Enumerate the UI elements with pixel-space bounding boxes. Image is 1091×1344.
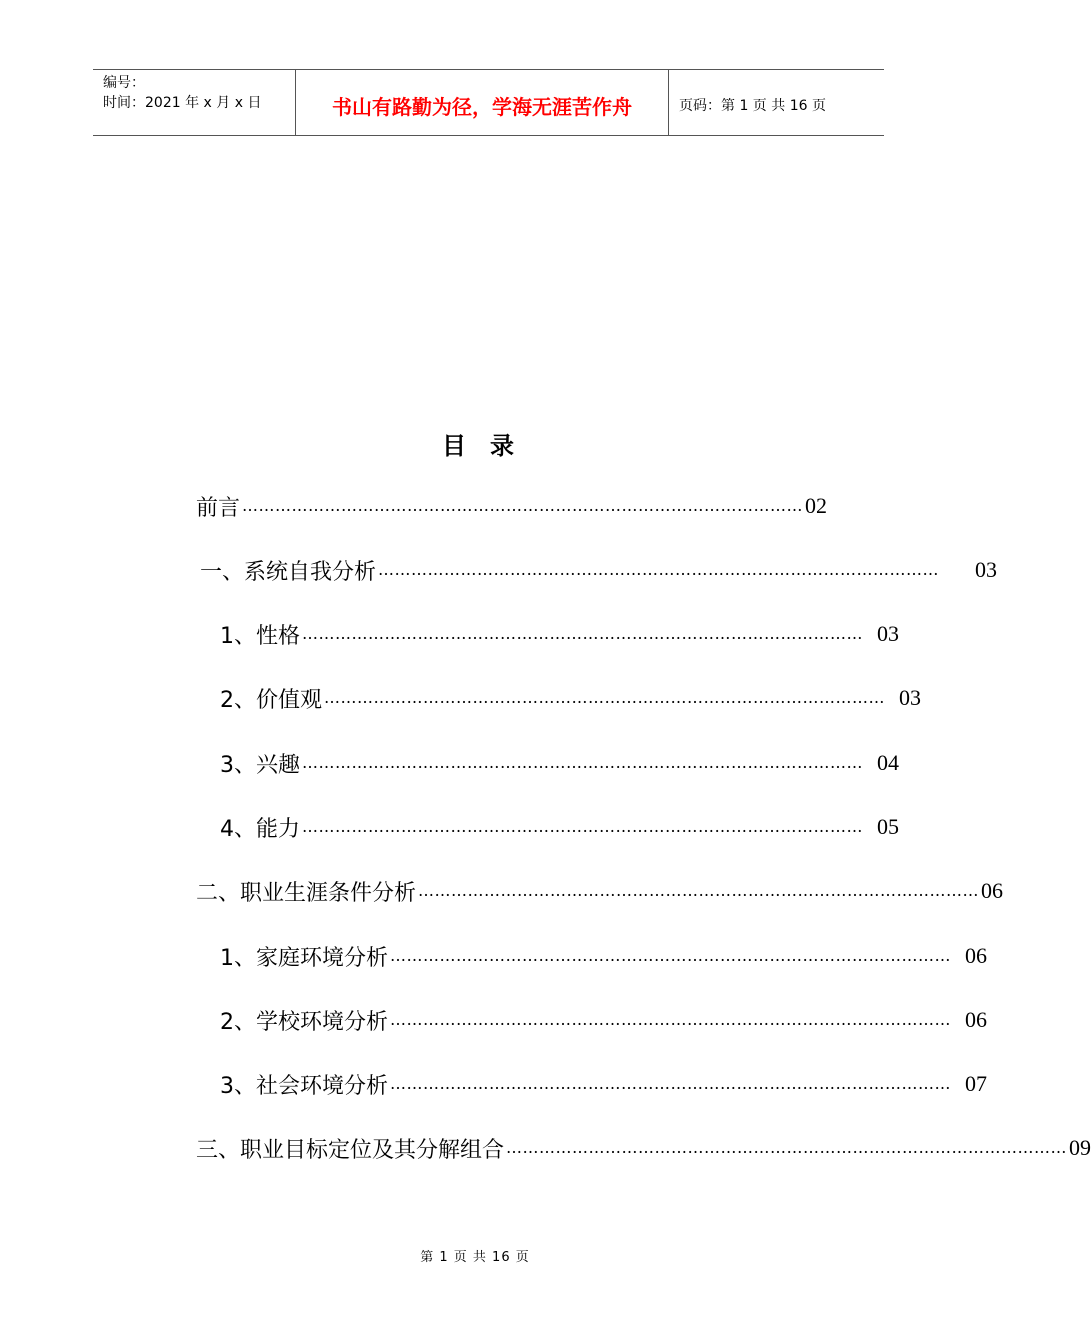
toc-leader-dots: …………………………………………………………………………………………: [390, 946, 951, 965]
toc-entry[interactable]: [196, 1133, 1091, 1163]
toc-entry[interactable]: [220, 619, 899, 649]
toc-leader-dots: …………………………………………………………………………………………: [302, 817, 863, 836]
number-label: 编号：: [103, 75, 145, 91]
header-page-cell: [669, 70, 884, 135]
toc-entry-page: 04: [877, 750, 899, 775]
toc-entry[interactable]: [220, 683, 921, 713]
toc-leader-dots: …………………………………………………………………………………………: [302, 753, 863, 772]
toc-entry-page: 06: [965, 943, 987, 968]
toc-entry-label: 3、社会环境分析: [220, 1073, 388, 1099]
document-header: [93, 69, 884, 136]
toc-entry[interactable]: [196, 876, 1004, 906]
toc-entry[interactable]: [220, 941, 987, 971]
toc-title: 目录: [442, 432, 538, 460]
toc-leader-dots: …………………………………………………………………………………………: [324, 688, 885, 707]
toc-entry-label: 三、职业目标定位及其分解组合: [196, 1137, 505, 1163]
toc-entry-label: 3、兴趣: [220, 752, 300, 778]
toc-entry-page: 02: [805, 493, 828, 518]
toc-leader-dots: …………………………………………………………………………………………: [242, 496, 804, 515]
toc-leader-dots: …………………………………………………………………………………………: [390, 1074, 951, 1093]
toc-entry-label: 1、性格: [220, 623, 300, 649]
toc-entry[interactable]: [196, 491, 828, 521]
toc-leader-dots: …………………………………………………………………………………………: [378, 560, 940, 579]
toc-entry[interactable]: [220, 1005, 987, 1035]
toc-entry[interactable]: [200, 555, 998, 585]
toc-leader-dots: …………………………………………………………………………………………: [302, 624, 863, 643]
page-footer: 第 1 页 共 16 页: [420, 1250, 530, 1265]
toc-entry-page: 06: [965, 1007, 987, 1032]
toc-entry-page: 09: [1069, 1135, 1091, 1160]
toc-entry-label: 2、学校环境分析: [220, 1009, 388, 1035]
toc-entry-page: 03: [975, 557, 998, 582]
toc-entry-page: 07: [965, 1071, 987, 1096]
toc-entry-page: 06: [981, 878, 1004, 903]
toc-entry-page: 03: [899, 685, 921, 710]
toc-entry-label: 一、系统自我分析: [200, 559, 377, 585]
time-label: 时间：2021 年 x 月 x 日: [103, 95, 262, 111]
toc-entry-label: 2、价值观: [220, 687, 322, 713]
toc-entry-page: 05: [877, 814, 899, 839]
toc-entry-label: 4、能力: [220, 816, 300, 842]
toc-leader-dots: …………………………………………………………………………………………: [418, 881, 980, 900]
toc-leader-dots: …………………………………………………………………………………………: [506, 1138, 1068, 1157]
motto-text: 书山有路勤为径，学海无涯苦作舟: [332, 95, 632, 119]
toc-leader-dots: …………………………………………………………………………………………: [390, 1010, 951, 1029]
toc-entry[interactable]: [220, 812, 899, 842]
page-info: 页码：第 1 页 共 16 页: [679, 98, 826, 114]
toc-entry-label: 前言: [196, 495, 241, 521]
header-motto-cell: [295, 70, 669, 135]
toc-entry-page: 03: [877, 621, 899, 646]
header-meta-cell: [93, 70, 295, 135]
toc-entry[interactable]: [220, 1069, 987, 1099]
toc-entry-label: 二、职业生涯条件分析: [196, 880, 417, 906]
toc-entry[interactable]: [220, 748, 899, 778]
toc-entry-label: 1、家庭环境分析: [220, 945, 388, 971]
